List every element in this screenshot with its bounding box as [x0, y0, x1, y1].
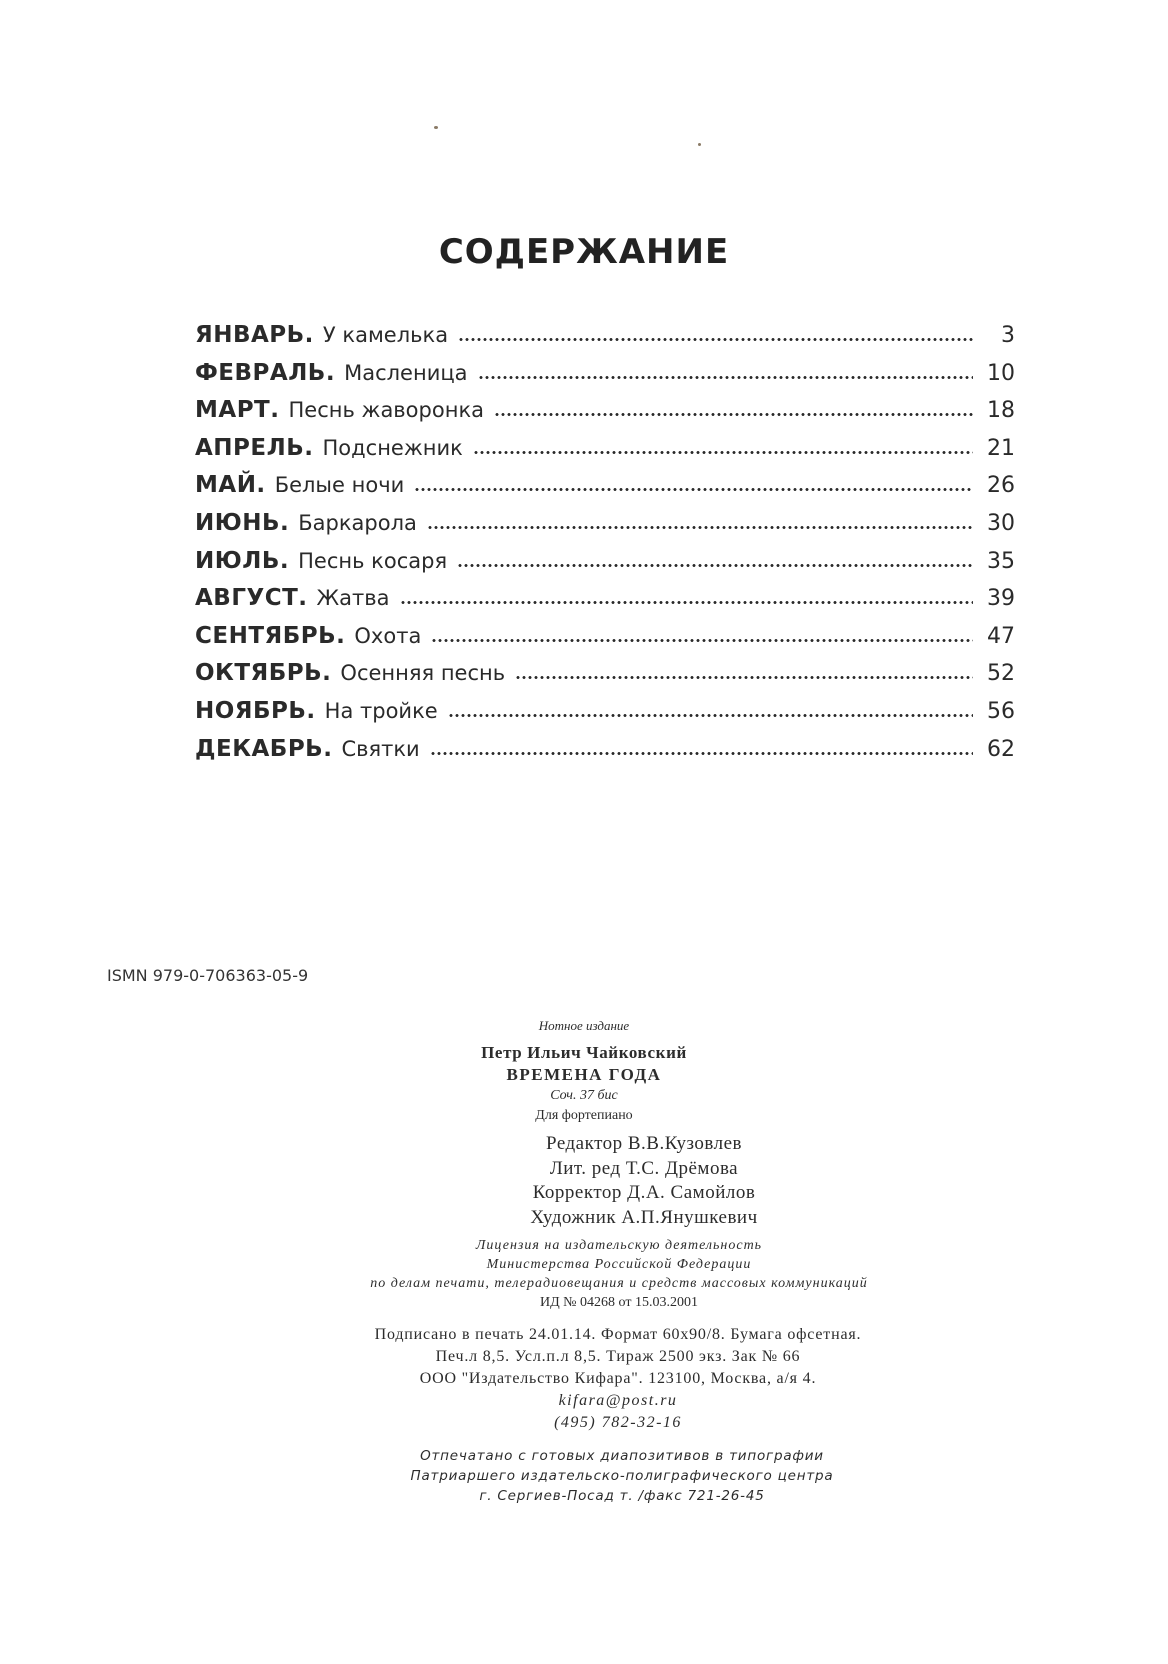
- toc-page-number: 18: [987, 398, 1015, 424]
- toc-dot-leader: [414, 488, 973, 491]
- ismn-code: ISMN 979-0-706363-05-9: [107, 966, 309, 985]
- toc-dot-leader: [457, 564, 973, 567]
- toc-entry: [195, 397, 1015, 435]
- license-line: по делам печати, телерадиовещания и средств массовых коммуникаций: [370, 1276, 868, 1291]
- paper-speck: [698, 143, 701, 146]
- toc-entry: [195, 736, 1015, 774]
- toc-entry: [195, 435, 1015, 473]
- typography-line: Отпечатано с готовых диапозитивов в типографии: [420, 1448, 824, 1464]
- toc-month: ИЮНЬ.: [195, 509, 290, 536]
- imprint-block: [0, 1018, 1168, 1506]
- toc-page-number: 35: [987, 548, 1015, 574]
- toc-month: АПРЕЛЬ.: [195, 434, 314, 461]
- toc-page-number: 21: [987, 435, 1015, 461]
- toc-month: МАЙ.: [195, 472, 266, 499]
- staff-line: Лит. ред Т.С. Дрёмова: [549, 1157, 739, 1179]
- instrument-line: Для фортепиано: [535, 1108, 633, 1123]
- staff-line: Художник А.П.Янушкевич: [530, 1206, 758, 1228]
- toc-dot-leader: [448, 714, 973, 717]
- license-info: [70, 1236, 1168, 1312]
- staff-credits: [120, 1132, 1168, 1230]
- toc-piece-title: На тройке: [324, 698, 438, 723]
- edition-type: Нотное издание: [538, 1018, 630, 1033]
- toc-page-number: 62: [987, 736, 1015, 762]
- toc-entry: [195, 322, 1015, 360]
- toc-month: СЕНТЯБРЬ.: [195, 622, 346, 649]
- toc-dot-leader: [515, 676, 973, 679]
- toc-piece-title: Песнь косаря: [298, 548, 448, 573]
- toc-month: ОКТЯБРЬ.: [195, 660, 332, 687]
- toc-entry: [195, 623, 1015, 661]
- toc-dot-leader: [431, 639, 973, 642]
- toc-month: МАРТ.: [195, 397, 280, 424]
- staff-line: Редактор В.В.Кузовлев: [546, 1133, 742, 1154]
- toc-piece-title: Масленица: [344, 360, 468, 385]
- print-line: Печ.л 8,5. Усл.п.л 8,5. Тираж 2500 экз. Зак № 66: [435, 1348, 801, 1365]
- toc-entry: [195, 510, 1015, 548]
- table-of-contents: [195, 322, 1015, 773]
- paper-speck: [434, 126, 438, 129]
- toc-page-number: 10: [987, 360, 1015, 386]
- toc-entry: [195, 360, 1015, 398]
- license-id: ИД № 04268 от 15.03.2001: [540, 1295, 698, 1310]
- toc-piece-title: У камелька: [322, 323, 449, 347]
- toc-dot-leader: [400, 601, 974, 604]
- toc-page-number: 39: [987, 586, 1015, 612]
- license-line: Лицензия на издательскую деятельность: [475, 1238, 763, 1253]
- toc-dot-leader: [458, 338, 973, 341]
- toc-title: СОДЕРЖАНИЕ: [438, 232, 730, 272]
- toc-page-number: 47: [987, 623, 1015, 649]
- toc-month: ФЕВРАЛЬ.: [195, 359, 336, 386]
- toc-entry: [195, 472, 1015, 510]
- print-line: Подписано в печать 24.01.14. Формат 60х90/8. Бумага офсетная.: [374, 1326, 862, 1343]
- toc-page-number: 26: [987, 473, 1015, 499]
- print-details: [68, 1324, 1168, 1434]
- opus-number: Соч. 37 бис: [550, 1088, 618, 1103]
- toc-entry: [195, 585, 1015, 623]
- toc-dot-leader: [478, 376, 973, 379]
- toc-month: ДЕКАБРЬ.: [195, 735, 333, 762]
- toc-piece-title: Белые ночи: [274, 473, 405, 498]
- toc-page-number: 56: [987, 698, 1015, 724]
- toc-month: ЯНВАРЬ.: [195, 322, 314, 348]
- toc-piece-title: Песнь жаворонка: [288, 398, 484, 423]
- toc-piece-title: Святки: [341, 736, 420, 761]
- toc-page-number: 30: [987, 510, 1015, 536]
- toc-entry: [195, 698, 1015, 736]
- toc-dot-leader: [473, 451, 973, 454]
- toc-month: АВГУСТ.: [195, 585, 308, 612]
- toc-piece-title: Осенняя песнь: [340, 661, 506, 686]
- publisher-email: kifara@post.ru: [558, 1392, 678, 1409]
- toc-dot-leader: [430, 752, 973, 755]
- toc-piece-title: Подснежник: [322, 435, 463, 460]
- staff-line: Корректор Д.А. Самойлов: [532, 1182, 756, 1203]
- toc-entry: [195, 660, 1015, 698]
- toc-dot-leader: [427, 526, 973, 529]
- toc-dot-leader: [494, 413, 973, 416]
- printing-house-info: [76, 1446, 1168, 1506]
- toc-month: ИЮЛЬ.: [195, 547, 290, 574]
- publisher-phone: (495) 782-32-16: [554, 1414, 682, 1431]
- toc-piece-title: Жатва: [316, 586, 390, 611]
- author-name: Петр Ильич Чайковский: [481, 1043, 687, 1062]
- print-line: ООО "Издательство Кифара". 123100, Москва, а/я 4.: [419, 1370, 817, 1387]
- typography-line: Патриаршего издательско-полиграфического центра: [410, 1468, 834, 1484]
- toc-piece-title: Охота: [354, 623, 422, 648]
- toc-piece-title: Баркарола: [298, 510, 417, 535]
- toc-page-number: 3: [1001, 323, 1015, 348]
- toc-month: НОЯБРЬ.: [195, 697, 316, 724]
- toc-page-number: 52: [987, 661, 1015, 687]
- work-title: ВРЕМЕНА ГОДА: [506, 1065, 662, 1084]
- license-line: Министерства Российской Федерации: [486, 1257, 752, 1272]
- typography-line: г. Сергиев-Посад т. /факс 721-26-45: [479, 1488, 765, 1504]
- toc-entry: [195, 548, 1015, 586]
